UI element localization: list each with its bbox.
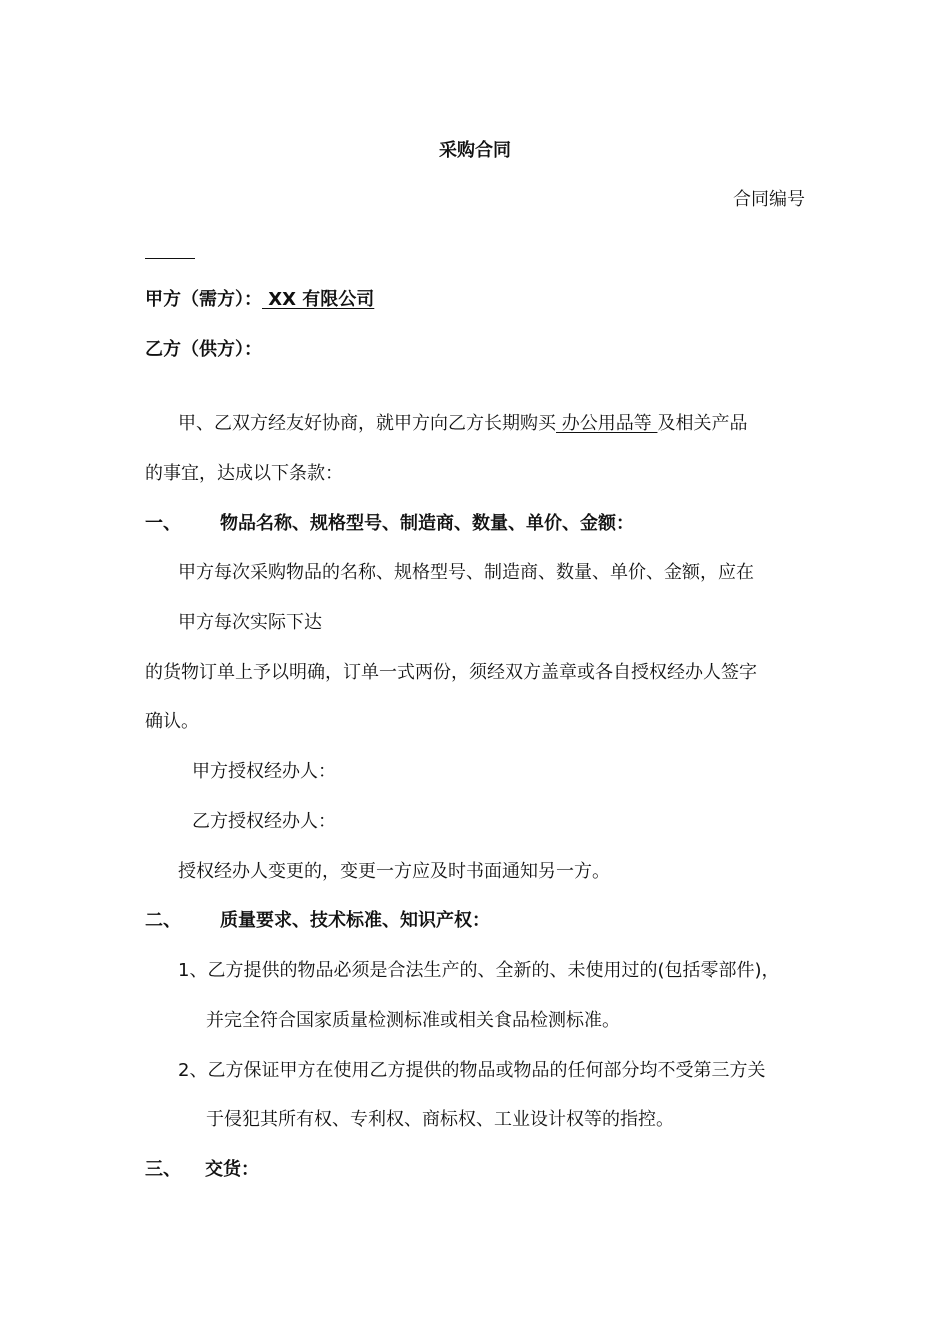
party-a-label: 甲方（需方）：	[145, 289, 262, 310]
section-2-item-1-line-1: 1、乙方提供的物品必须是合法生产的、全新的、未使用过的(包括零部件)，	[178, 960, 780, 981]
intro-line-2: 的事宜，达成以下条款：	[145, 463, 343, 484]
section-2-title: 质量要求、技术标准、知识产权：	[220, 910, 490, 931]
section-1-p1-line-1: 甲方每次采购物品的名称、规格型号、制造商、数量、单价、金额，应在	[178, 562, 754, 583]
party-b-label: 乙方（供方）：	[145, 339, 262, 360]
section-2-item-2-line-1: 2、乙方保证甲方在使用乙方提供的物品或物品的任何部分均不受第三方关	[178, 1060, 766, 1081]
section-2-item-1-line-2: 并完全符合国家质量检测标准或相关食品检测标准。	[206, 1010, 620, 1031]
section-3-heading	[145, 1158, 259, 1182]
intro-prefix: 甲、乙双方经友好协商，就甲方向乙方长期购买	[178, 413, 556, 434]
section-3-title: 交货：	[205, 1159, 259, 1180]
party-a-line	[145, 288, 414, 312]
section-2-heading	[145, 909, 490, 933]
contract-number-blank	[145, 258, 195, 259]
party-a-value: XX 有限公司	[262, 289, 375, 310]
section-1-number: 一、	[145, 513, 181, 534]
section-1-p2-line-2: 确认。	[145, 711, 199, 732]
section-1-heading	[145, 512, 634, 536]
intro-line-1	[178, 412, 747, 436]
section-1-p1-line-2: 甲方每次实际下达	[178, 612, 322, 633]
document-title: 采购合同	[439, 140, 511, 161]
section-2-number: 二、	[145, 910, 181, 931]
party-b-agent-label: 乙方授权经办人：	[192, 811, 336, 832]
party-a-agent-label: 甲方授权经办人：	[192, 761, 336, 782]
section-3-number: 三、	[145, 1159, 181, 1180]
intro-suffix: 及相关产品	[657, 413, 748, 434]
section-1-title: 物品名称、规格型号、制造商、数量、单价、金额：	[220, 513, 634, 534]
intro-product: 办公用品等	[556, 413, 658, 434]
agent-change-note: 授权经办人变更的，变更一方应及时书面通知另一方。	[178, 861, 610, 882]
section-2-item-2-line-2: 于侵犯其所有权、专利权、商标权、工业设计权等的指控。	[206, 1109, 674, 1130]
section-1-p2-line-1: 的货物订单上予以明确，订单一式两份，须经双方盖章或各自授权经办人签字	[145, 662, 757, 683]
contract-number-label: 合同编号	[733, 189, 805, 210]
